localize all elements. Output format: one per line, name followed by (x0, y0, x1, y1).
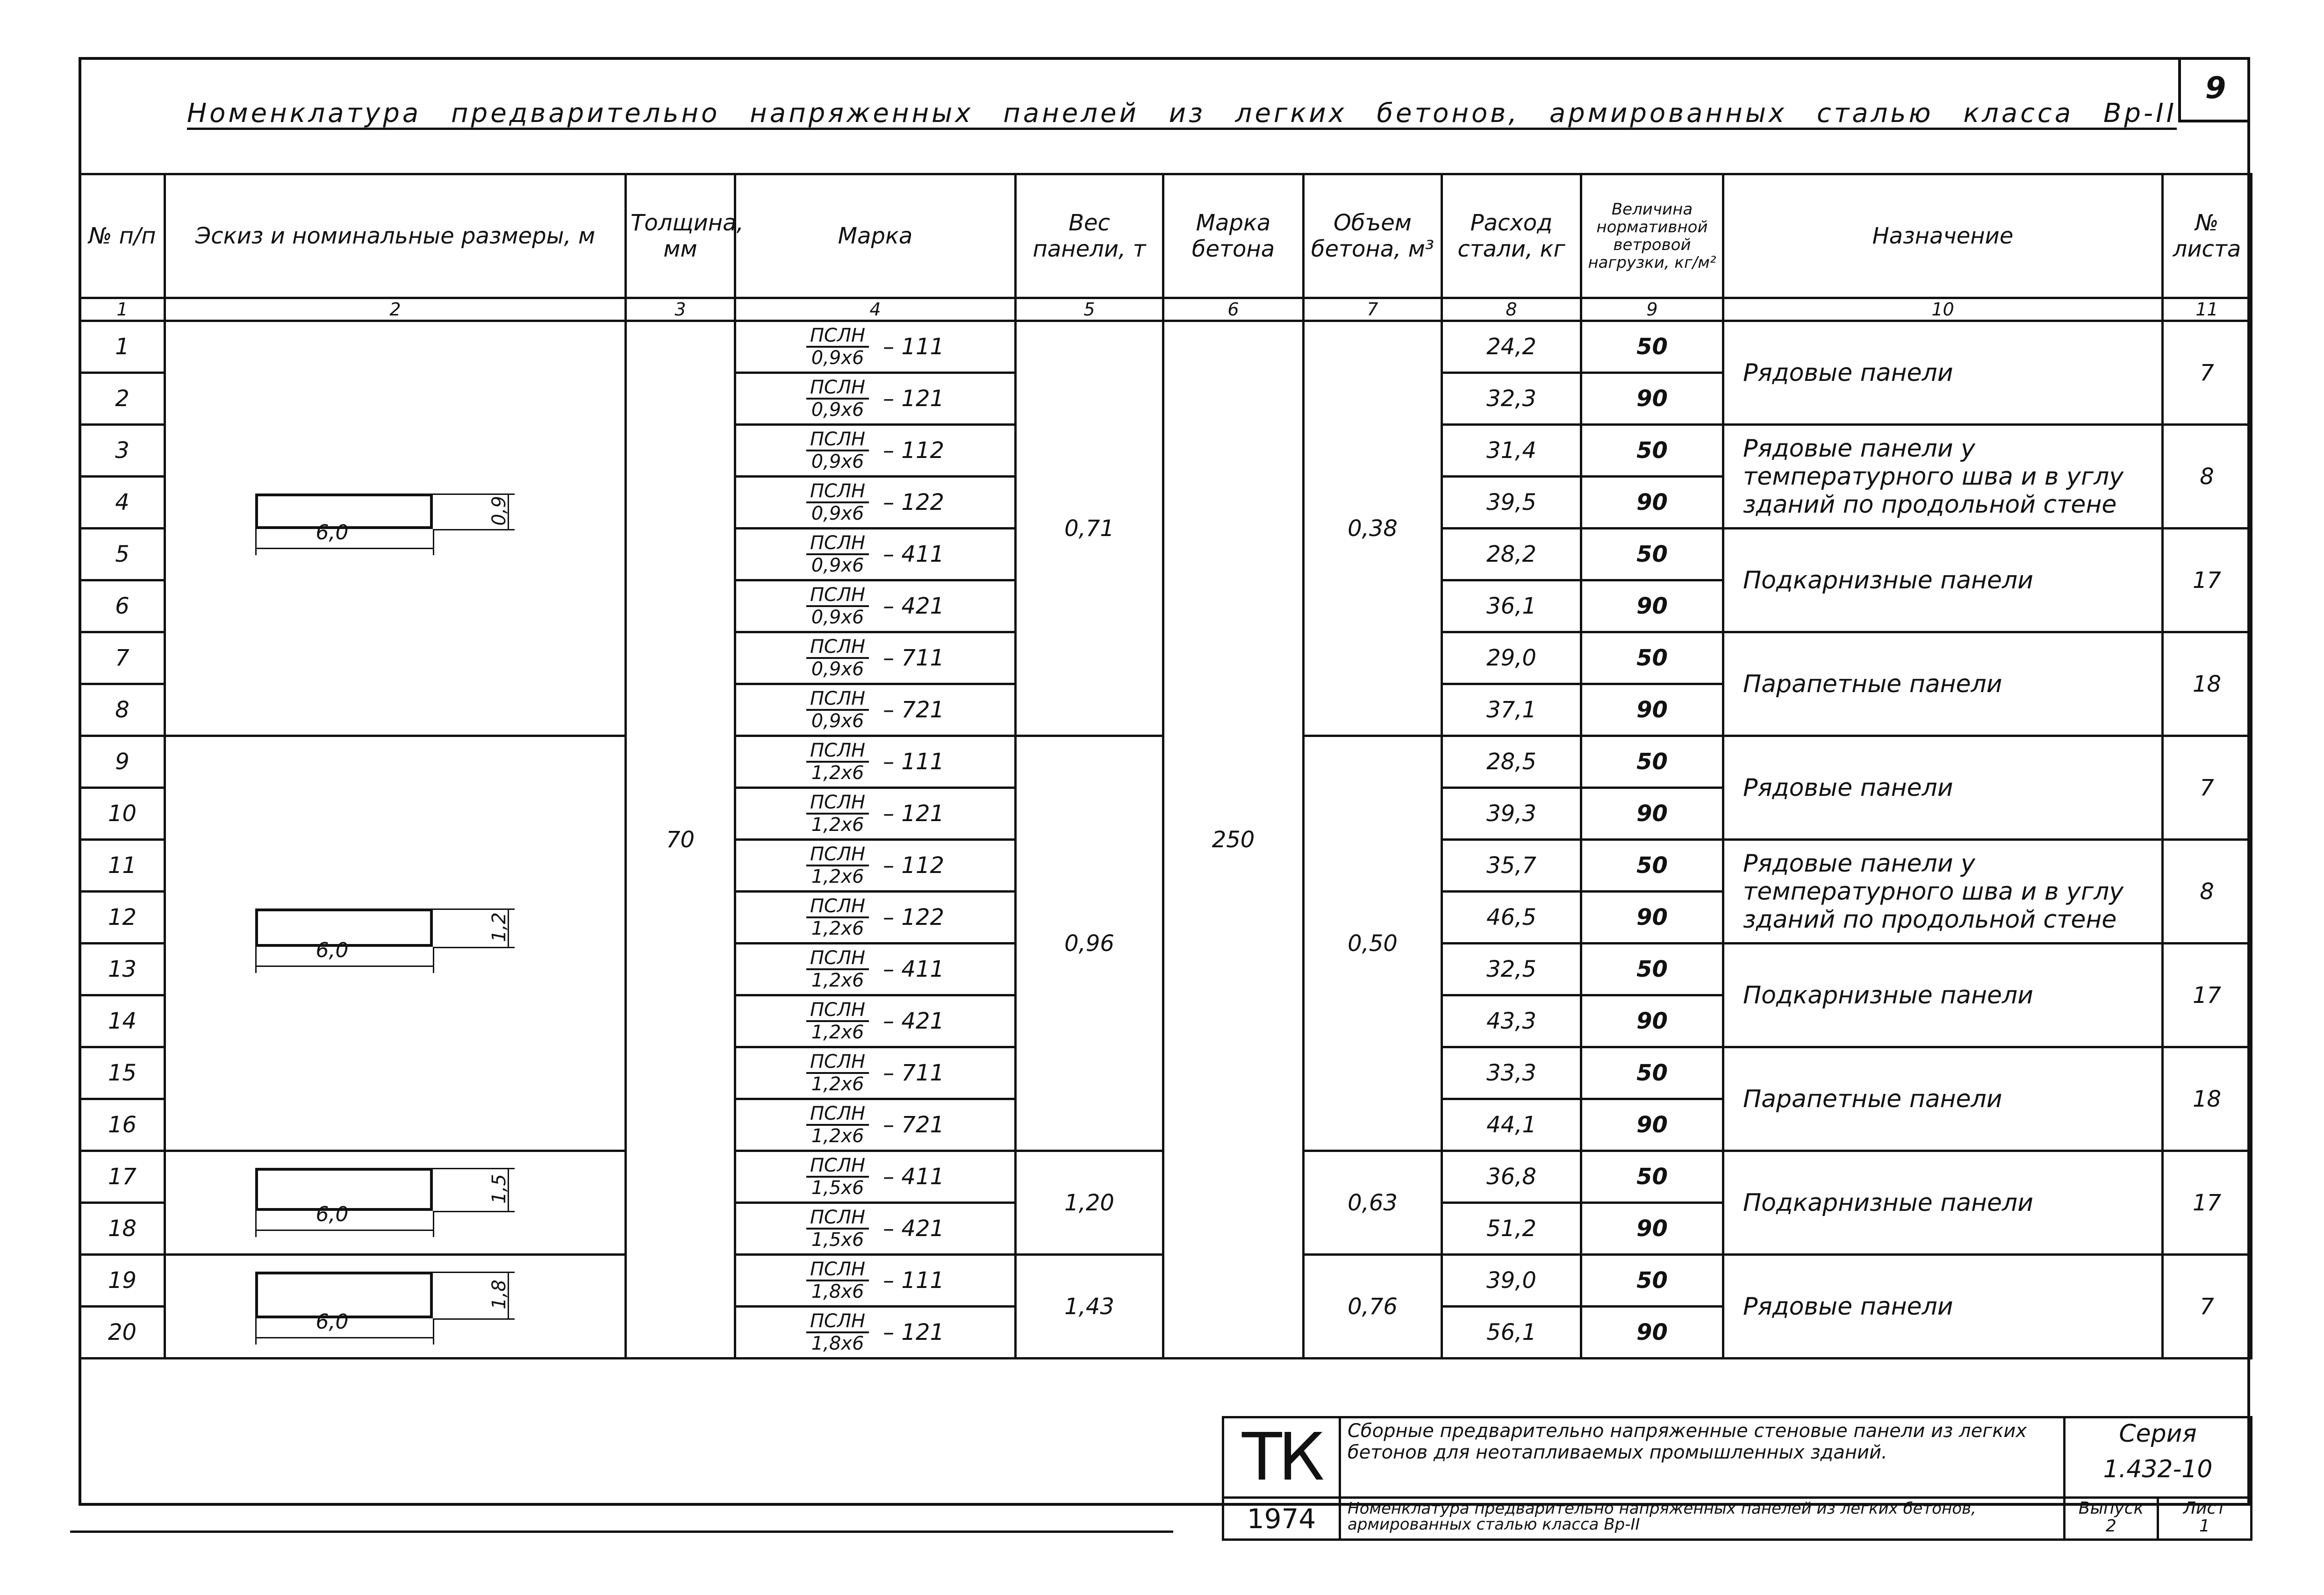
mark-top: ПСЛН (806, 844, 869, 866)
sheet-ref-cell: 18 (2163, 1047, 2252, 1151)
mark-top: ПСЛН (806, 1051, 869, 1074)
mark-suffix: – 711 (883, 1060, 945, 1086)
mark-bottom: 0,9х6 (811, 710, 864, 732)
mark-top: ПСЛН (806, 377, 869, 400)
steel-cell: 32,3 (1442, 373, 1581, 425)
dimension-extension (433, 1318, 515, 1320)
sheet-ref-cell: 7 (2163, 736, 2252, 840)
steel-cell: 33,3 (1442, 1047, 1581, 1099)
mark-bottom: 0,9х6 (811, 607, 864, 628)
row-number: 8 (80, 684, 165, 736)
row-number: 11 (80, 840, 165, 892)
row-number: 2 (80, 373, 165, 425)
wind-load-cell: 50 (1581, 425, 1723, 477)
header-no: № п/п (80, 174, 165, 298)
dimension-extension (255, 1211, 257, 1237)
weight-cell: 1,20 (1016, 1151, 1163, 1255)
nomenclature-table (79, 173, 2252, 1359)
purpose-cell: Рядовые панели у температурного шва и в углу зданий по продольной стене (1723, 425, 2163, 529)
column-number: 6 (1163, 298, 1304, 321)
mark-bottom: 1,2х6 (811, 762, 864, 784)
mark-cell (735, 684, 1016, 736)
wind-load-cell: 50 (1581, 840, 1723, 892)
mark-suffix: – 411 (883, 541, 945, 567)
steel-cell: 43,3 (1442, 995, 1581, 1047)
issue-value: 2 (2106, 1516, 2116, 1536)
dimension-extension (433, 1318, 434, 1345)
mark-suffix: – 121 (883, 1319, 945, 1345)
mark-cell (735, 321, 1016, 373)
mark-cell (735, 425, 1016, 477)
dimension-line-length (255, 548, 433, 549)
row-number: 17 (80, 1151, 165, 1203)
weight-cell: 0,96 (1016, 736, 1163, 1151)
purpose-cell: Парапетные панели (1723, 1047, 2163, 1151)
weight-cell: 1,43 (1016, 1255, 1163, 1359)
row-number: 5 (80, 529, 165, 580)
volume-cell: 0,63 (1304, 1151, 1442, 1255)
sketch-length-label: 6,0 (316, 938, 349, 962)
wind-load-cell: 50 (1581, 632, 1723, 684)
column-number: 7 (1304, 298, 1442, 321)
row-number: 13 (80, 944, 165, 995)
table-row (80, 321, 2252, 373)
mark-bottom: 0,9х6 (811, 555, 864, 576)
header-row (80, 174, 2252, 298)
purpose-cell: Подкарнизные панели (1723, 1151, 2163, 1255)
mark-bottom: 1,5х6 (811, 1229, 864, 1251)
sketch-height-label: 1,8 (488, 1279, 510, 1309)
steel-cell: 56,1 (1442, 1307, 1581, 1359)
mark-top: ПСЛН (806, 429, 869, 451)
volume-cell: 0,38 (1304, 321, 1442, 736)
table-body (80, 321, 2252, 1359)
sheet-number-box (2178, 57, 2250, 122)
column-number: 10 (1723, 298, 2163, 321)
mark-suffix: – 721 (883, 1112, 945, 1138)
mark-cell (735, 736, 1016, 788)
dimension-extension (433, 947, 434, 973)
dimension-extension (433, 529, 515, 530)
purpose-cell: Рядовые панели (1723, 321, 2163, 425)
steel-cell: 31,4 (1442, 425, 1581, 477)
column-number: 2 (165, 298, 626, 321)
wind-load-cell: 50 (1581, 736, 1723, 788)
document-title: Номенклатура предварительно напряженных панелей из легких бетонов, армированных сталью класса Вр-II (187, 98, 2177, 129)
mark-suffix: – 112 (883, 437, 945, 464)
series-value: 1.432-10 (2103, 1455, 2213, 1483)
mark-top: ПСЛН (806, 1000, 869, 1022)
sheet-ref-cell: 17 (2163, 529, 2252, 632)
wind-load-cell: 50 (1581, 1151, 1723, 1203)
mark-top: ПСЛН (806, 637, 869, 659)
header-wind-load: Величина нормативной ветровой нагрузки, кг/м² (1581, 174, 1723, 298)
panel-sketch (255, 1163, 536, 1243)
wind-load-cell: 50 (1581, 944, 1723, 995)
mark-top: ПСЛН (806, 325, 869, 348)
mark-top: ПСЛН (806, 948, 869, 970)
purpose-cell: Рядовые панели (1723, 1255, 2163, 1359)
mark-top: ПСЛН (806, 792, 869, 815)
sheet-number: 9 (2205, 71, 2226, 106)
dimension-extension (255, 1318, 257, 1345)
row-number: 6 (80, 580, 165, 632)
sketch-height-label: 0,9 (488, 495, 510, 526)
frame-bottom-line (70, 1531, 1173, 1533)
mark-suffix: – 411 (883, 956, 945, 982)
sheet-ref-cell: 18 (2163, 632, 2252, 736)
wind-load-cell: 90 (1581, 373, 1723, 425)
sheet-ref-cell: 7 (2163, 321, 2252, 425)
steel-cell: 32,5 (1442, 944, 1581, 995)
sketch-cell (165, 1151, 626, 1255)
mark-bottom: 1,2х6 (811, 1125, 864, 1147)
mark-bottom: 1,8х6 (811, 1333, 864, 1354)
wind-load-cell: 90 (1581, 995, 1723, 1047)
sketch-length-label: 6,0 (316, 520, 349, 544)
sketch-cell (165, 321, 626, 736)
stamp-sheet-title: Номенклатура предварительно напряженных панелей из легких бетонов, армированных сталью класса Вр-II (1340, 1498, 2065, 1540)
column-number: 4 (735, 298, 1016, 321)
row-number: 1 (80, 321, 165, 373)
header-steel: Расход стали, кг (1442, 174, 1581, 298)
mark-cell (735, 1151, 1016, 1203)
column-number: 11 (2163, 298, 2252, 321)
column-number: 1 (80, 298, 165, 321)
sheet-value: 1 (2199, 1516, 2210, 1536)
steel-cell: 39,0 (1442, 1255, 1581, 1307)
sheet-ref-cell: 17 (2163, 944, 2252, 1047)
steel-cell: 36,8 (1442, 1151, 1581, 1203)
row-number: 19 (80, 1255, 165, 1307)
mark-suffix: – 421 (883, 1216, 945, 1242)
sketch-height-label: 1,2 (488, 912, 510, 942)
mark-bottom: 1,2х6 (811, 918, 864, 939)
dimension-extension (433, 1211, 434, 1237)
mark-cell (735, 995, 1016, 1047)
mark-cell (735, 1099, 1016, 1151)
header-mark: Марка (735, 174, 1016, 298)
mark-top: ПСЛН (806, 1311, 869, 1333)
mark-bottom: 0,9х6 (811, 503, 864, 524)
mark-top: ПСЛН (806, 1103, 869, 1126)
wind-load-cell: 90 (1581, 684, 1723, 736)
purpose-cell: Рядовые панели у температурного шва и в углу зданий по продольной стене (1723, 840, 2163, 944)
dimension-line-length (255, 1230, 433, 1231)
sketch-cell (165, 1255, 626, 1359)
row-number: 18 (80, 1203, 165, 1255)
sketch-length-label: 6,0 (316, 1309, 349, 1334)
steel-cell: 39,3 (1442, 788, 1581, 840)
series-label: Серия (2119, 1420, 2197, 1448)
mark-top: ПСЛН (806, 585, 869, 607)
wind-load-cell: 50 (1581, 529, 1723, 580)
mark-suffix: – 121 (883, 386, 945, 412)
column-number: 8 (1442, 298, 1581, 321)
dimension-extension (433, 494, 515, 495)
steel-cell: 35,7 (1442, 840, 1581, 892)
row-number: 4 (80, 477, 165, 529)
panel-sketch (255, 904, 536, 983)
mark-top: ПСЛН (806, 896, 869, 918)
mark-top: ПСЛН (806, 1207, 869, 1230)
dimension-extension (255, 529, 257, 555)
mark-bottom: 1,2х6 (811, 1073, 864, 1095)
mark-cell (735, 373, 1016, 425)
sheet-ref-cell: 7 (2163, 1255, 2252, 1359)
sketch-cell (165, 736, 626, 1151)
sheet-ref-cell: 8 (2163, 840, 2252, 944)
mark-suffix: – 111 (883, 749, 945, 775)
row-number: 14 (80, 995, 165, 1047)
wind-load-cell: 90 (1581, 477, 1723, 529)
wind-load-cell: 90 (1581, 580, 1723, 632)
steel-cell: 24,2 (1442, 321, 1581, 373)
mark-bottom: 0,9х6 (811, 451, 864, 472)
dimension-extension (255, 947, 257, 973)
row-number: 7 (80, 632, 165, 684)
mark-suffix: – 111 (883, 1267, 945, 1294)
row-number: 3 (80, 425, 165, 477)
dimension-line-length (255, 1337, 433, 1338)
stamp-series (2065, 1417, 2252, 1498)
mark-cell (735, 944, 1016, 995)
mark-suffix: – 421 (883, 1008, 945, 1034)
mark-bottom: 1,2х6 (811, 1022, 864, 1043)
steel-cell: 44,1 (1442, 1099, 1581, 1151)
header-thickness: Толщина, мм (626, 174, 735, 298)
wind-load-cell: 90 (1581, 1203, 1723, 1255)
mark-top: ПСЛН (806, 1259, 869, 1281)
mark-suffix: – 421 (883, 593, 945, 619)
header-purpose: Назначение (1723, 174, 2163, 298)
steel-cell: 36,1 (1442, 580, 1581, 632)
mark-suffix: – 112 (883, 852, 945, 879)
mark-cell (735, 840, 1016, 892)
mark-bottom: 0,9х6 (811, 347, 864, 369)
purpose-cell: Подкарнизные панели (1723, 529, 2163, 632)
purpose-cell: Подкарнизные панели (1723, 944, 2163, 1047)
mark-suffix: – 122 (883, 489, 945, 515)
column-number: 3 (626, 298, 735, 321)
dimension-extension (433, 1168, 515, 1169)
header-sketch: Эскиз и номинальные размеры, м (165, 174, 626, 298)
mark-bottom: 1,2х6 (811, 970, 864, 991)
mark-top: ПСЛН (806, 533, 869, 555)
steel-cell: 29,0 (1442, 632, 1581, 684)
steel-cell: 46,5 (1442, 892, 1581, 944)
mark-bottom: 1,2х6 (811, 814, 864, 836)
row-number: 10 (80, 788, 165, 840)
volume-cell: 0,76 (1304, 1255, 1442, 1359)
thickness-cell: 70 (626, 321, 735, 1359)
dimension-line-length (255, 966, 433, 967)
mark-bottom: 0,9х6 (811, 399, 864, 421)
steel-cell: 51,2 (1442, 1203, 1581, 1255)
mark-cell (735, 529, 1016, 580)
mark-top: ПСЛН (806, 1155, 869, 1178)
stamp-issue (2065, 1498, 2158, 1540)
wind-load-cell: 90 (1581, 892, 1723, 944)
wind-load-cell: 90 (1581, 1307, 1723, 1359)
purpose-cell: Парапетные панели (1723, 632, 2163, 736)
mark-cell (735, 580, 1016, 632)
purpose-cell: Рядовые панели (1723, 736, 2163, 840)
title-block (1222, 1416, 2252, 1541)
header-weight: Вес панели, т (1016, 174, 1163, 298)
sheet-ref-cell: 8 (2163, 425, 2252, 529)
mark-cell (735, 477, 1016, 529)
weight-cell: 0,71 (1016, 321, 1163, 736)
mark-cell (735, 1047, 1016, 1099)
mark-top: ПСЛН (806, 688, 869, 711)
row-number: 15 (80, 1047, 165, 1099)
column-number-row (80, 298, 2252, 321)
volume-cell: 0,50 (1304, 736, 1442, 1151)
mark-suffix: – 121 (883, 801, 945, 827)
wind-load-cell: 90 (1581, 1099, 1723, 1151)
row-number: 20 (80, 1307, 165, 1359)
row-number: 16 (80, 1099, 165, 1151)
mark-top: ПСЛН (806, 481, 869, 503)
concrete-grade-cell: 250 (1163, 321, 1304, 1359)
wind-load-cell: 50 (1581, 1255, 1723, 1307)
sketch-height-label: 1,5 (488, 1173, 510, 1204)
sheet-ref-cell: 17 (2163, 1151, 2252, 1255)
header-sheet: № листа (2163, 174, 2252, 298)
mark-bottom: 1,8х6 (811, 1281, 864, 1302)
mark-bottom: 1,2х6 (811, 866, 864, 887)
dimension-extension (433, 1211, 515, 1212)
mark-cell (735, 632, 1016, 684)
mark-bottom: 0,9х6 (811, 658, 864, 680)
tk-logo: ТК (1223, 1417, 1340, 1498)
steel-cell: 39,5 (1442, 477, 1581, 529)
mark-suffix: – 122 (883, 904, 945, 930)
steel-cell: 37,1 (1442, 684, 1581, 736)
stamp-description: Сборные предварительно напряженные стеновые панели из легких бетонов для неотапливаемых промышленных зданий. (1340, 1417, 2065, 1498)
steel-cell: 28,2 (1442, 529, 1581, 580)
stamp-year: 1974 (1223, 1498, 1340, 1540)
mark-cell (735, 788, 1016, 840)
sheet-label: Лист (2183, 1499, 2226, 1518)
mark-cell (735, 892, 1016, 944)
stamp-sheet (2158, 1498, 2252, 1540)
panel-sketch (255, 1267, 536, 1346)
sketch-length-label: 6,0 (316, 1202, 349, 1226)
issue-label: Выпуск (2078, 1499, 2144, 1518)
column-number: 5 (1016, 298, 1163, 321)
mark-top: ПСЛН (806, 740, 869, 763)
mark-cell (735, 1307, 1016, 1359)
wind-load-cell: 50 (1581, 321, 1723, 373)
column-number: 9 (1581, 298, 1723, 321)
mark-suffix: – 111 (883, 334, 945, 360)
mark-cell (735, 1255, 1016, 1307)
wind-load-cell: 90 (1581, 788, 1723, 840)
dimension-extension (433, 529, 434, 555)
header-concrete-volume: Объем бетона, м³ (1304, 174, 1442, 298)
row-number: 9 (80, 736, 165, 788)
steel-cell: 28,5 (1442, 736, 1581, 788)
mark-suffix: – 711 (883, 645, 945, 671)
dimension-extension (433, 947, 515, 948)
wind-load-cell: 50 (1581, 1047, 1723, 1099)
header-concrete-grade: Марка бетона (1163, 174, 1304, 298)
mark-suffix: – 721 (883, 697, 945, 723)
row-number: 12 (80, 892, 165, 944)
panel-sketch (255, 489, 536, 568)
mark-suffix: – 411 (883, 1164, 945, 1190)
mark-bottom: 1,5х6 (811, 1177, 864, 1199)
dimension-extension (433, 1272, 515, 1273)
mark-cell (735, 1203, 1016, 1255)
dimension-extension (433, 908, 515, 910)
